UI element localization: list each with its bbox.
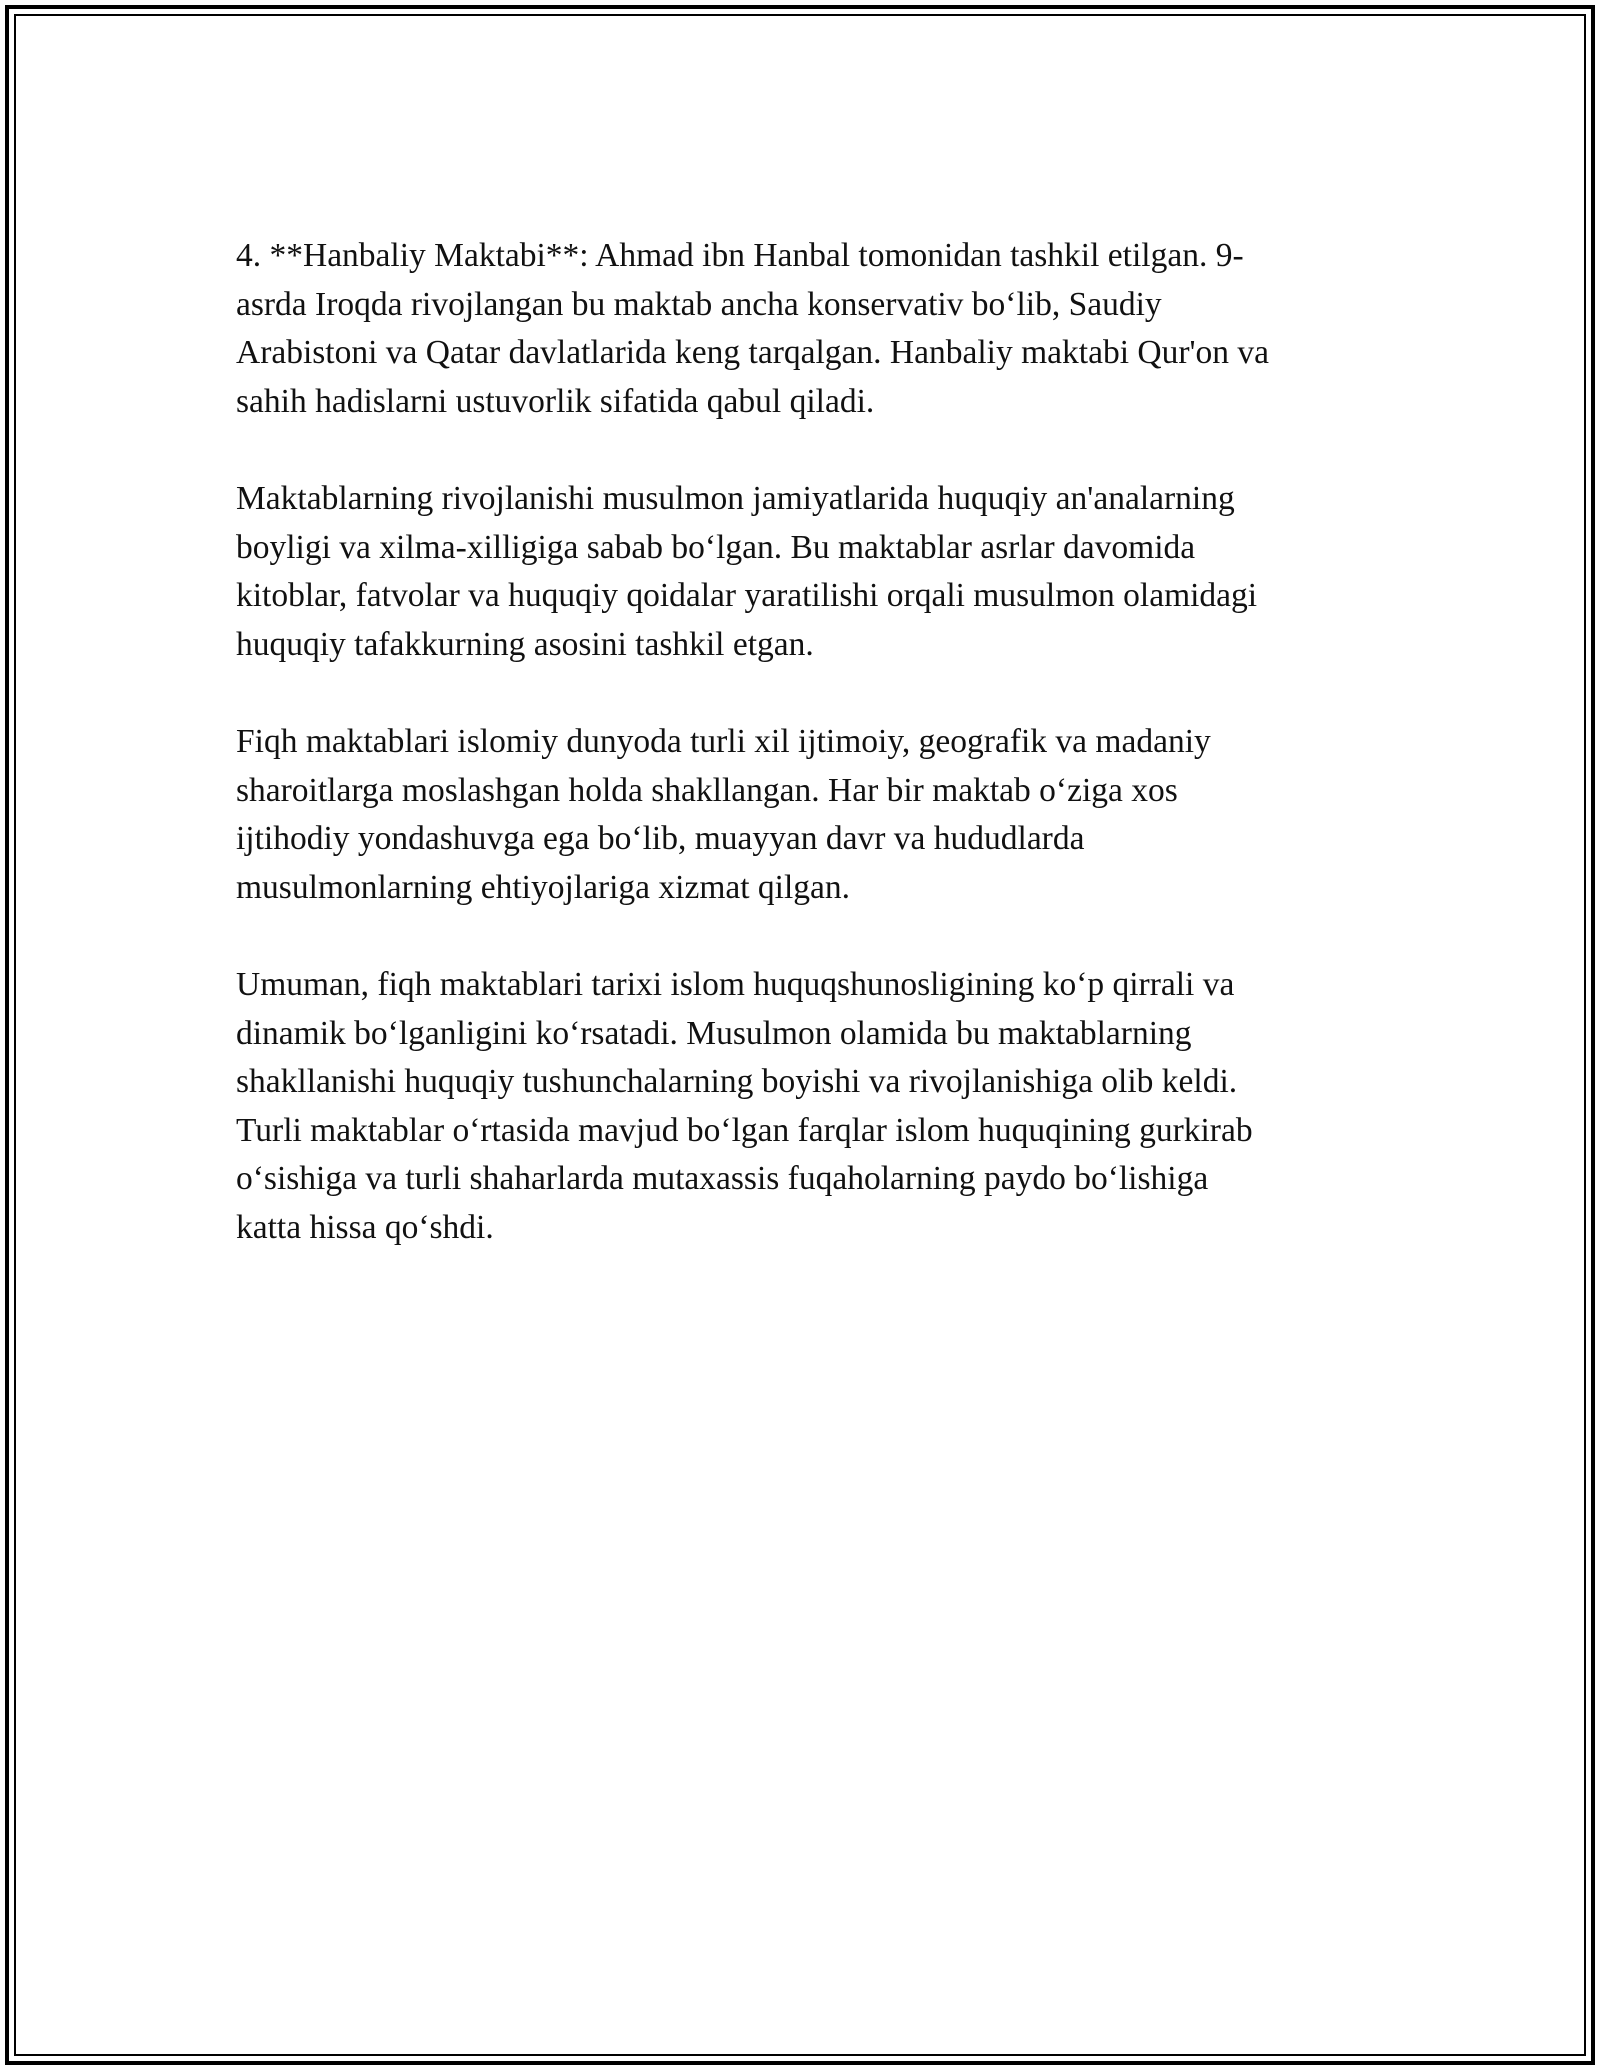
document-body — [236, 232, 1386, 1252]
paragraph-umuman — [236, 961, 1386, 1253]
text-line: kitoblar, fatvolar va huquqiy qoidalar yaratilishi orqali musulmon olamidagi — [236, 577, 1258, 615]
text-line: dinamik bo‘lganligini ko‘rsatadi. Musulmon olamida bu maktablarning — [236, 1014, 1192, 1052]
text-line: Turli maktablar o‘rtasida mavjud bo‘lgan farqlar islom huquqining gurkirab — [236, 1111, 1253, 1149]
text-line: sahih hadislarni ustuvorlik sifatida qabul qiladi. — [236, 382, 875, 420]
text-line: boyligi va xilma-xilligiga sabab bo‘lgan. Bu maktablar asrlar davomida — [236, 528, 1196, 566]
text-line: katta hissa qo‘shdi. — [236, 1208, 494, 1246]
text-line: asrda Iroqda rivojlangan bu maktab ancha konservativ bo‘lib, Saudiy — [236, 285, 1162, 323]
text-line: Arabistoni va Qatar davlatlarida keng tarqalgan. Hanbaliy maktabi Qur'on va — [236, 334, 1270, 372]
text-line: musulmonlarning ehtiyojlariga xizmat qilgan. — [236, 868, 851, 906]
text-line: Umuman, fiqh maktablari tarixi islom huquqshunosligining ko‘p qirrali va — [236, 965, 1235, 1003]
text-line: sharoitlarga moslashgan holda shakllangan. Har bir maktab o‘ziga xos — [236, 771, 1178, 809]
text-line: shakllanishi huquqiy tushunchalarning boyishi va rivojlanishiga olib keldi. — [236, 1063, 1238, 1101]
paragraph-fiqh-maktablari — [236, 718, 1386, 912]
text-line: 4. **Hanbaliy Maktabi**: Ahmad ibn Hanbal tomonidan tashkil etilgan. 9- — [236, 237, 1244, 274]
text-line: ijtihodiy yondashuvga ega bo‘lib, muayyan davr va hududlarda — [236, 820, 1085, 858]
text-line: o‘sishiga va turli shaharlarda mutaxassis fuqaholarning paydo bo‘lishiga — [236, 1160, 1209, 1198]
paragraph-hanbaliy-maktabi — [236, 232, 1386, 426]
text-line: huquqiy tafakkurning asosini tashkil etgan. — [236, 625, 814, 663]
text-line: Fiqh maktablari islomiy dunyoda turli xil ijtimoiy, geografik va madaniy — [236, 722, 1211, 760]
text-line: Maktablarning rivojlanishi musulmon jamiyatlarida huquqiy an'analarning — [236, 479, 1235, 517]
paragraph-maktablar-rivojlanishi — [236, 475, 1386, 669]
